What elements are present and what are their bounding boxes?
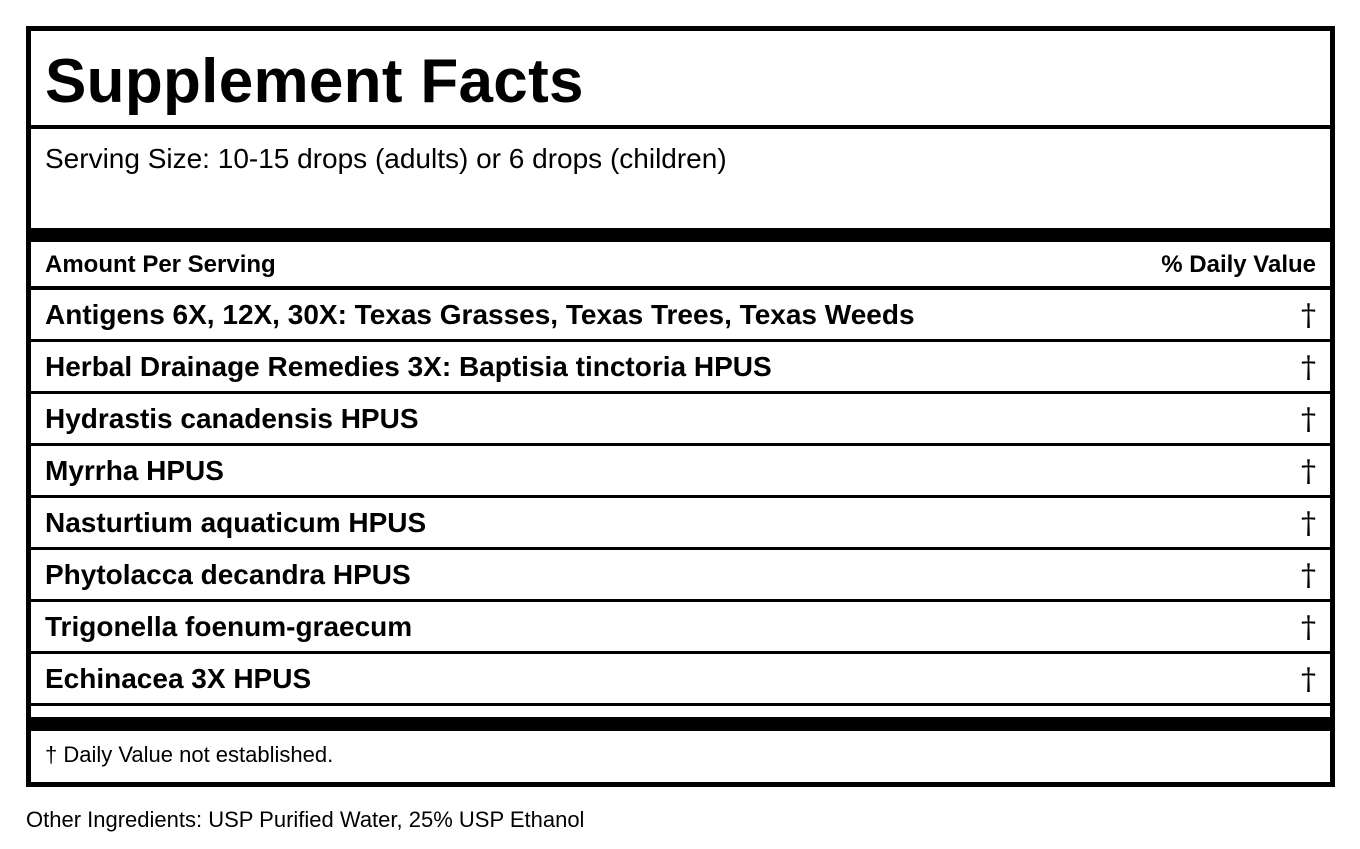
ingredient-daily-value: † xyxy=(1301,350,1316,385)
thick-divider xyxy=(31,717,1330,731)
ingredient-row xyxy=(31,498,1330,550)
panel-title: Supplement Facts xyxy=(45,47,584,116)
ingredient-daily-value: † xyxy=(1301,298,1316,333)
serving-section xyxy=(31,129,1330,228)
title-section xyxy=(31,31,1330,129)
supplement-facts-panel xyxy=(26,26,1335,787)
ingredient-row xyxy=(31,602,1330,654)
column-header-row xyxy=(31,242,1330,290)
ingredient-daily-value: † xyxy=(1301,662,1316,697)
amount-per-serving-label: Amount Per Serving xyxy=(45,251,276,278)
ingredient-name: Nasturtium aquaticum HPUS xyxy=(45,507,427,538)
ingredient-name: Hydrastis canadensis HPUS xyxy=(45,403,419,434)
ingredient-daily-value: † xyxy=(1301,610,1316,645)
ingredient-name: Echinacea 3X HPUS xyxy=(45,663,312,694)
ingredient-daily-value: † xyxy=(1301,402,1316,437)
ingredient-row xyxy=(31,550,1330,602)
footnote: † Daily Value not established. xyxy=(45,742,334,767)
ingredient-name: Myrrha HPUS xyxy=(45,455,224,486)
serving-size: Serving Size: 10-15 drops (adults) or 6 drops (children) xyxy=(45,143,727,174)
ingredient-row xyxy=(31,394,1330,446)
ingredient-row xyxy=(31,290,1330,342)
ingredient-daily-value: † xyxy=(1301,506,1316,541)
other-ingredients: Other Ingredients: USP Purified Water, 25% USP Ethanol xyxy=(26,807,585,832)
thick-divider xyxy=(31,228,1330,242)
ingredient-list xyxy=(31,290,1330,706)
ingredient-daily-value: † xyxy=(1301,454,1316,489)
ingredient-daily-value: † xyxy=(1301,558,1316,593)
ingredient-name: Trigonella foenum-graecum xyxy=(45,611,413,642)
ingredient-row xyxy=(31,342,1330,394)
ingredient-name: Herbal Drainage Remedies 3X: Baptisia tinctoria HPUS xyxy=(45,351,772,382)
ingredient-name: Phytolacca decandra HPUS xyxy=(45,559,411,590)
daily-value-label: % Daily Value xyxy=(1161,251,1316,278)
ingredient-name: Antigens 6X, 12X, 30X: Texas Grasses, Texas Trees, Texas Weeds xyxy=(45,299,915,330)
ingredient-row xyxy=(31,446,1330,498)
ingredient-row xyxy=(31,654,1330,706)
